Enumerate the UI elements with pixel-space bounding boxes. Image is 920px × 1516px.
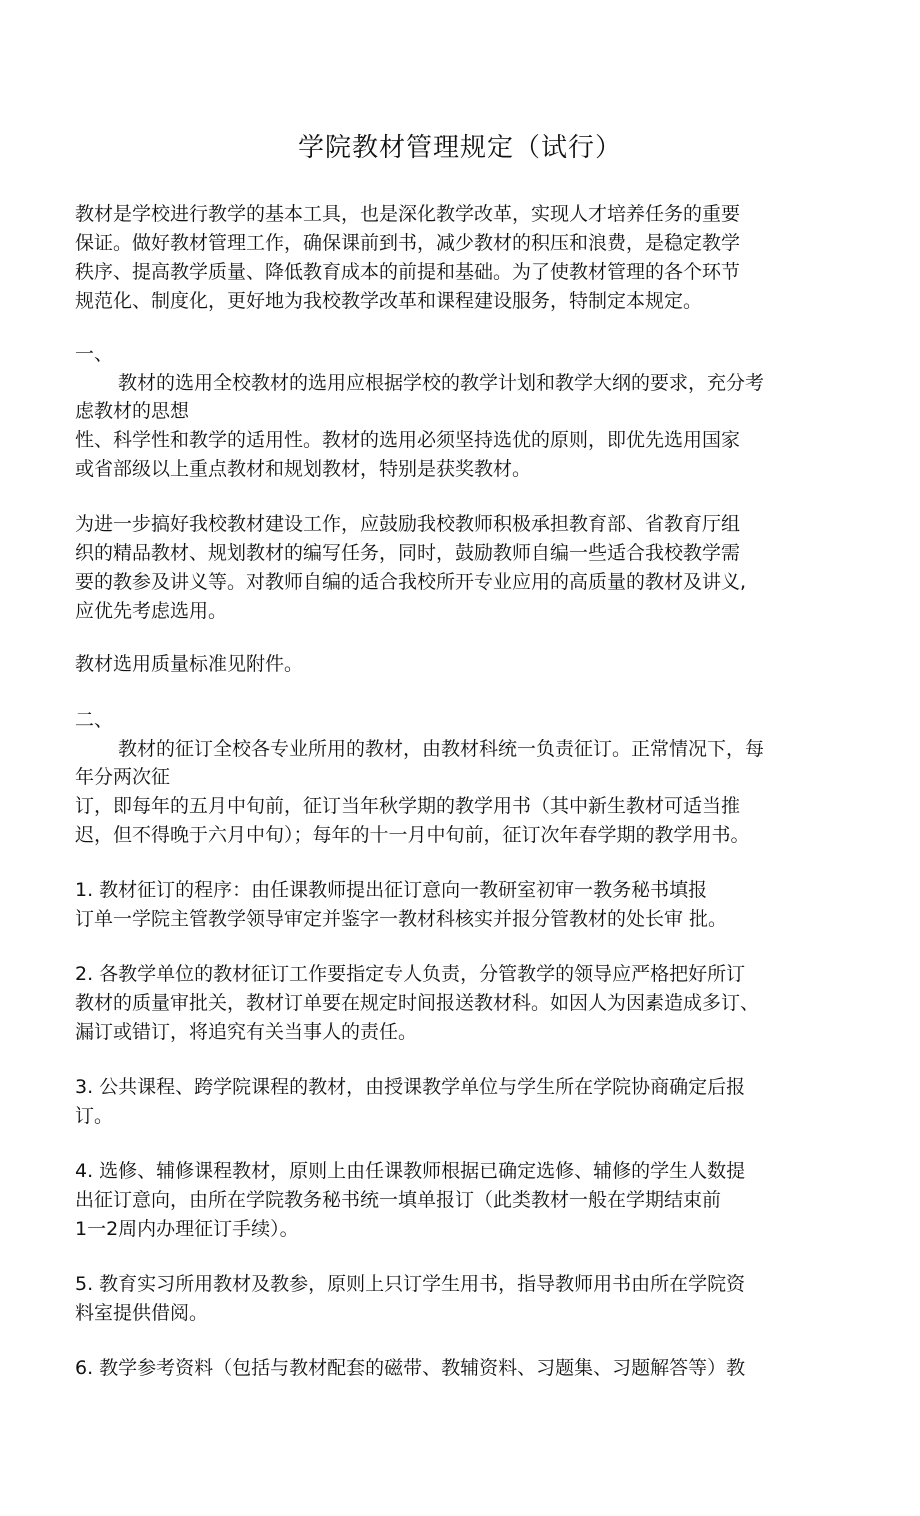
section-1-line-2: 虑教材的思想 xyxy=(75,400,190,422)
paragraph-line-3: 要的教参及讲义等。对教师自编的适合我校所开专业应用的高质量的教材及讲义, xyxy=(75,571,747,593)
item-3-line-1: 3. 公共课程、跨学院课程的教材，由授课教学单位与学生所在学院协商确定后报 xyxy=(75,1076,746,1098)
section-1-line-4: 或省部级以上重点教材和规划教材，特别是获奖教材。 xyxy=(75,458,532,480)
attachment-note: 教材选用质量标准见附件。 xyxy=(75,653,304,675)
item-5-line-1: 5. 教育实习所用教材及教参，原则上只订学生用书，指导教师用书由所在学院资 xyxy=(75,1273,746,1295)
section-2-heading: 二、 xyxy=(75,709,114,731)
item-2-line-1: 2. 各教学单位的教材征订工作要指定专人负责，分管教学的领导应严格把好所订 xyxy=(75,963,746,985)
section-2-line-1: 教材的征订全校各专业所用的教材，由教材科统一负责征订。正常情况下，每 xyxy=(118,738,765,760)
item-5-line-2: 料室提供借阅。 xyxy=(75,1302,209,1324)
item-1-line-1: 1. 教材征订的程序：由任课教师提出征订意向一教研室初审一教务秘书填报 xyxy=(75,879,708,901)
item-4-line-3: 1一2周内办理征订手续）。 xyxy=(75,1218,299,1240)
item-3-line-2: 订。 xyxy=(75,1105,114,1127)
item-6-line-1: 6. 教学参考资料（包括与教材配套的磁带、教辅资料、习题集、习题解答等）教 xyxy=(75,1357,746,1379)
section-1-line-3: 性、科学性和教学的适用性。教材的选用必须坚持选优的原则，即优先选用国家 xyxy=(75,429,741,451)
intro-line-3: 秩序、提高教学质量、降低教育成本的前提和基础。为了使教材管理的各个环节 xyxy=(75,261,741,283)
intro-line-1: 教材是学校进行教学的基本工具，也是深化教学改革，实现人才培养任务的重要 xyxy=(75,203,741,225)
item-4-line-1: 4. 选修、辅修课程教材，原则上由任课教师根据已确定选修、辅修的学生人数提 xyxy=(75,1160,746,1182)
section-2-line-2: 年分两次征 xyxy=(75,766,171,788)
intro-line-4: 规范化、制度化，更好地为我校教学改革和课程建设服务，特制定本规定。 xyxy=(75,290,703,312)
item-1-line-2: 订单一学院主管教学领导审定并鉴字一教材科核实并报分管教材的处长审 批。 xyxy=(75,908,728,930)
section-1-heading: 一、 xyxy=(75,343,114,365)
section-2-line-3: 订，即每年的五月中旬前，征订当年秋学期的教学用书（其中新生教材可适当推 xyxy=(75,795,741,817)
document-title: 学院教材管理规定（试行） xyxy=(297,133,622,163)
section-1-line-1: 教材的选用全校教材的选用应根据学校的教学计划和教学大纲的要求，充分考 xyxy=(118,372,765,394)
paragraph-line-4: 应优先考虑选用。 xyxy=(75,600,228,622)
intro-line-2: 保证。做好教材管理工作，确保课前到书，减少教材的积压和浪费，是稳定教学 xyxy=(75,232,741,254)
paragraph-line-2: 织的精品教材、规划教材的编写任务，同时，鼓励教师自编一些适合我校教学需 xyxy=(75,542,741,564)
item-4-line-2: 出征订意向，由所在学院教务秘书统一填单报订（此类教材一般在学期结束前 xyxy=(75,1189,722,1211)
item-2-line-2: 教材的质量审批关，教材订单要在规定时间报送教材科。如因人为因素造成多订、 xyxy=(75,992,760,1014)
item-2-line-3: 漏订或错订，将追究有关当事人的责任。 xyxy=(75,1021,418,1043)
paragraph-line-1: 为进一步搞好我校教材建设工作，应鼓励我校教师积极承担教育部、省教育厅组 xyxy=(75,513,741,535)
section-2-line-4: 迟，但不得晚于六月中旬）；每年的十一月中旬前，征订次年春学期的教学用书。 xyxy=(75,824,750,846)
